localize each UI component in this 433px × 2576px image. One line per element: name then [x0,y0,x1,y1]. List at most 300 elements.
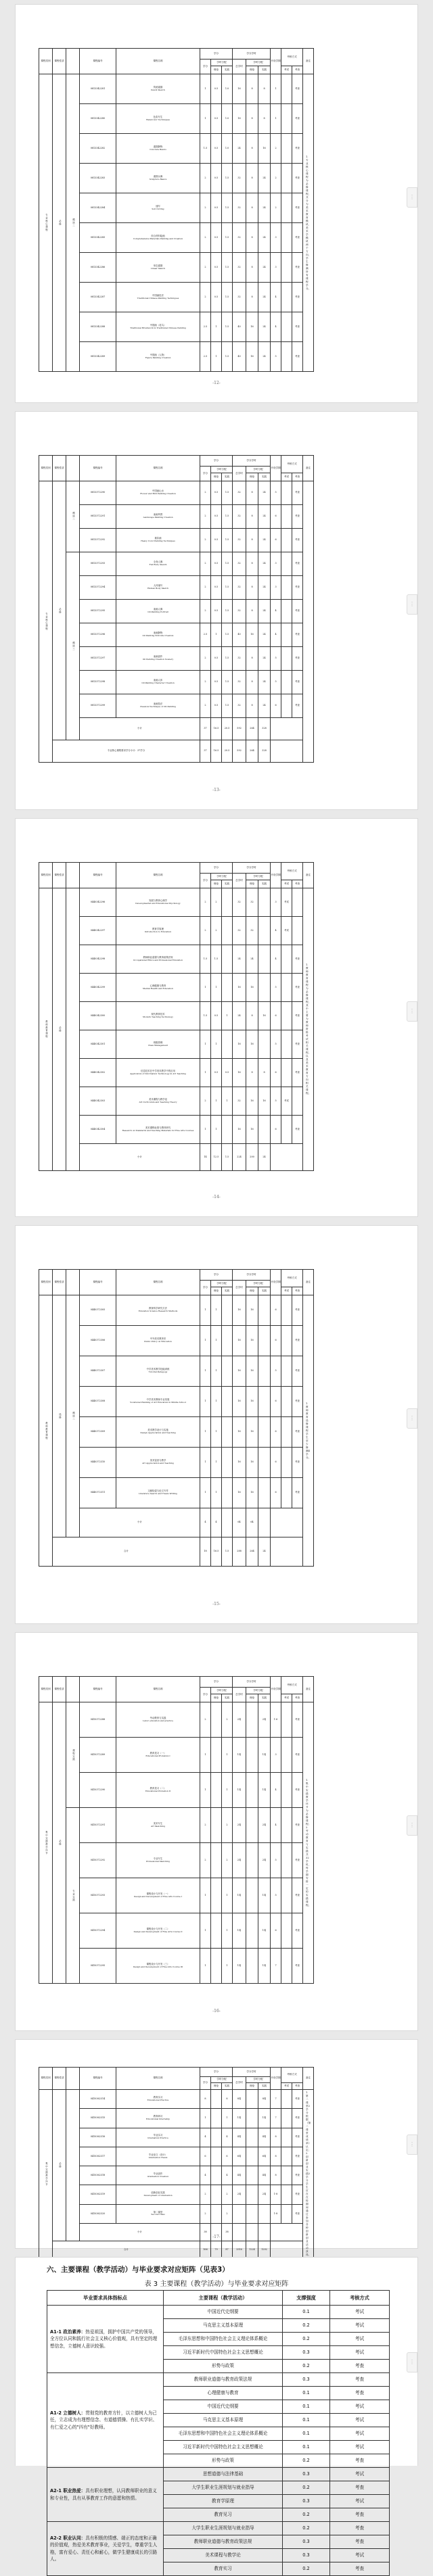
cell-s: 3 [271,576,281,600]
category-cell: 集中实践教学环节 [39,2090,53,2259]
cell-p: 1.5 [222,505,233,529]
module-cell: 模块二 [66,74,80,372]
cell-k [292,1087,303,1116]
th-exam: 考试 [281,2083,292,2090]
note-cell: 1.第二课堂2学分根据《第二课堂成绩单》认定；2.创新创业实践2学分学生应在在校期间通过参加各种创新创业活动获得。 [303,2090,314,2259]
total-row-th: 264 [246,1537,258,1567]
course-name-zh: 美术写生 [153,1821,163,1825]
cell-pr: 4周 [258,2166,271,2185]
subtotal-row-t: 16.5 [211,718,222,740]
cell-p: 1.5 [222,552,233,576]
th-hours-group: 学分学时 [233,2068,271,2077]
total-row [39,2241,396,2259]
assessment-cell: 考试 [330,2549,390,2562]
th-type: 课程类别 [39,456,53,481]
th-code: 课程编号 [80,1270,116,1295]
cell-th: 16 [246,1387,258,1417]
table-row [39,283,396,312]
course-name-en: Educational Practice [147,2098,169,2101]
cell-s: 6 [271,1326,281,1356]
cell-s: 6 [271,1387,281,1417]
cell-c: 2 [200,1702,211,1738]
cell-h: 32 [233,223,246,253]
course-code: 0813372290 [80,481,116,505]
table-row [39,694,396,718]
cell-e [281,2185,292,2204]
cell-pr: 1周 [258,1878,271,1913]
course-code: 0410372289 [80,1738,116,1773]
th-practice-h: 实践 [258,66,271,74]
cell-c: 6 [200,2147,211,2166]
page-nav-tab[interactable]: ⋮ [407,2352,417,2372]
cell-e [281,694,292,718]
cell-t: 1 [211,1448,222,1478]
cell-s: 8 [271,2147,281,2166]
th-note: 备注 [303,2068,314,2090]
th-exam: 考试 [281,880,292,888]
cell-th [246,1878,258,1913]
cell-k: 考查 [292,1913,303,1949]
cell-c: 2 [200,552,211,576]
cell-h: 4周 [233,2128,246,2147]
th-module [66,456,80,481]
assessment-cell: 考查 [330,2360,390,2373]
total-row-h: 2516 [233,2241,246,2259]
table-row [39,1702,396,1738]
cell-th [246,1702,258,1738]
th-credit-total: 学分 [200,874,211,888]
table-row [39,529,396,552]
cell-k: 考查 [292,1702,303,1738]
strength-cell: 0.3 [283,2373,330,2387]
cell-pr [258,1417,271,1448]
cell-c: 1 [200,1913,211,1949]
cell-c: 1 [200,1059,211,1087]
th-assess: 考核方式 [281,456,303,473]
course-code: 0813342286 [80,253,116,283]
nature-cell: 必修 [53,2090,66,2241]
cell-h: 16 [233,1448,246,1478]
course-name-zh: 色彩写生 [153,115,163,118]
th-assess: 考核方式 [281,863,303,880]
th-module [66,1677,80,1702]
subtotal-row-p [222,1508,233,1537]
cell-th: 16 [246,1116,258,1144]
page-15 [15,1225,418,1624]
table-row [39,1059,396,1087]
course-name [116,2090,200,2109]
cell-p [222,1326,233,1356]
module-cell: 模块二 [66,481,80,552]
th-note: 备注 [303,863,314,888]
assessment-cell: 考试 [330,2400,390,2414]
cell-t [211,1878,222,1913]
th-module [66,49,80,74]
course-table-p15 [39,1269,396,1567]
cell-c: 1 [200,1295,211,1326]
course-name [116,74,200,104]
course-name-zh: 中国画（花鸟） [150,323,166,327]
cell-s: 1-8 [271,2185,281,2204]
page-nav-tab[interactable]: ⋮ [407,1408,417,1429]
page-nav-tab[interactable]: ⋮ [407,2134,417,2155]
assessment-cell: 考查 [330,2387,390,2400]
cell-c: 2 [200,1808,211,1843]
th-theory-h: 理论 [246,66,258,74]
cell-s: 4 [271,312,281,342]
th-note: 备注 [303,49,314,74]
cell-s: 4 [271,623,281,647]
table-row [39,1002,396,1030]
th-practice: 实践 [222,1694,233,1702]
cell-h: 16 [233,1387,246,1417]
cell-pr: 24 [258,312,271,342]
module-cell: 课程实践 [66,1702,80,1808]
cell-p: 1.5 [222,164,233,193]
page-13 [15,411,418,810]
cell-e [281,342,292,372]
requirement-cell [47,2373,164,2468]
total-row-h: 288 [233,1537,246,1567]
table-row [39,1116,396,1144]
cell-s: 5 [271,1356,281,1387]
course-name-en: Traditional Brushwork in Traditional Chinese Painting [130,326,186,329]
cell-h: 32 [233,552,246,576]
course-code: 0410372292 [80,1843,116,1878]
cell-e [281,2109,292,2128]
cell-p: 1.5 [222,312,233,342]
strength-cell: 0.2 [283,2481,330,2495]
cell-t: 0.5 [211,600,222,623]
cell-k: 考查 [292,1326,303,1356]
category-total-row-pr: 328 [258,740,271,763]
subtotal-row-label: 小计 [80,1508,200,1537]
strength-cell: 0.1 [283,2400,330,2414]
course-table-p13 [39,455,396,763]
course-name [116,2128,200,2147]
cell-k: 考查 [292,342,303,372]
course-cell: 毛泽东思想和中国特色社会主义理论体系概论 [164,2427,283,2441]
cell-pr: 6周 [258,2147,271,2166]
strength-cell: 0.3 [283,2549,330,2562]
cell-c: 4 [200,2166,211,2185]
th-theory-h: 理论 [246,2083,258,2090]
cell-h: 16 [233,1417,246,1448]
th-practice: 实践 [222,66,233,74]
th-hours-split: 学时分配 [246,467,271,473]
course-name-zh: 速写 [156,204,160,208]
course-cell: 大学生职业生涯规划与就业指导 [164,2522,283,2535]
course-name-en: Developmental and Educational Psychology [135,901,181,905]
cell-t: 1 [211,342,222,372]
cell-k: 考查 [292,1478,303,1508]
course-name [116,1295,200,1326]
cell-e: 考试 [281,917,292,945]
category-cell: 专业核心课程 [39,481,53,763]
total-row-th: 1224 [246,2241,258,2259]
th-note: 备注 [303,1270,314,1295]
course-name-zh: 毕业创作 [153,2172,163,2176]
cell-pr: 24 [258,164,271,193]
course-name [116,2147,200,2166]
th-practice-h: 实践 [258,473,271,481]
nature-cell: 必修 [53,481,66,740]
cell-t: 0.5 [211,104,222,134]
cell-h: 16 [233,1030,246,1059]
th-credit-total: 学分 [200,2077,211,2090]
course-code: 0410362316 [80,2128,116,2147]
cell-k: 考查 [292,253,303,283]
course-name-zh: 文献检索与论文写作 [147,1489,168,1493]
course-name [116,1843,200,1878]
cell-t: 1 [211,623,222,647]
cell-c: 2 [200,671,211,694]
cell-p [222,888,233,917]
cell-c: 1 [200,1326,211,1356]
cell-pr: 24 [258,623,271,647]
cell-e [281,2090,292,2109]
cell-e [281,1773,292,1808]
cell-c: 2 [200,283,211,312]
cell-th [246,1843,258,1878]
course-name-en: Design Appreciation and Teaching [140,1431,176,1434]
course-code: 0440372308 [80,1387,116,1417]
cell-c: 2 [200,888,211,917]
cell-th: 8 [246,164,258,193]
course-name [116,223,200,253]
cell-s: 5 [271,671,281,694]
cell-k: 考查 [292,974,303,1002]
table-row [39,2109,396,2128]
cell-k: 考查 [292,1878,303,1913]
cell-k: 考查 [292,223,303,253]
th-assess: 考核方式 [281,2068,303,2083]
cell-s: 6 [271,1913,281,1949]
course-name-zh: 中外美术教育史 [150,1337,166,1341]
course-code: 0813342289 [80,342,116,372]
cell-th: 16 [246,342,258,372]
th-practice: 实践 [222,473,233,481]
course-name-en: Educational Probation I [145,1754,170,1757]
cell-c: 2 [200,917,211,945]
th-theory: 理论 [211,473,222,481]
cell-k: 考查 [292,1417,303,1448]
cell-c: 1 [200,1738,211,1773]
cell-s: 5 [271,481,281,505]
page-nav-tab[interactable]: ⋮ [407,187,417,208]
course-name [116,647,200,671]
requirement-body: 具有职业理想，认同教师职业的意义和专业性，具有从事教育工作的意愿和热情。 [50,2488,157,2501]
cell-s: 6 [271,1002,281,1030]
course-name-en: Graduation Thesis [148,2155,168,2159]
cell-p [222,1448,233,1478]
cell-k: 考查 [292,2147,303,2166]
strength-cell: 0.1 [283,2427,330,2441]
cell-pr [258,2204,271,2223]
cell-c: 1 [200,1448,211,1478]
cell-s: 1 [271,74,281,104]
cell-p: 1 [222,1913,233,1949]
course-name-en: Landscape Painting Creation [143,516,173,519]
page-number: -12- [212,381,221,385]
course-code: 0813342285 [80,223,116,253]
course-name-en: Sculpture Basics [149,177,167,181]
subtotal-row [39,718,396,740]
table-row [39,2185,396,2204]
assessment-cell: 考试 [330,2495,390,2508]
th-semester: 开设学期 [271,49,281,74]
course-name-en: Literature Search and Thesis Writing [139,1492,177,1495]
cell-c: 1.5 [200,134,211,164]
table-row [39,1949,396,1984]
course-name-en: Figure Painting Creation [145,356,171,359]
cell-p [222,1387,233,1417]
course-name-zh: 教育见习（二） [150,1786,166,1790]
assessment-cell: 考试 [330,2333,390,2346]
cell-t: 0.5 [211,193,222,223]
assessment-cell: 考查 [330,2373,390,2387]
cell-h: 32 [233,481,246,505]
cell-k: 考查 [292,505,303,529]
th-theory: 理论 [211,1694,222,1702]
cell-p: 1 [222,2109,233,2128]
course-name-zh: 油画静物 [153,631,163,635]
cell-t: 0.5 [211,529,222,552]
cell-pr: 24 [258,576,271,600]
course-name-zh: 油画风景 [153,513,163,517]
cell-pr [258,1356,271,1387]
cell-t: 0.5 [211,253,222,283]
course-name-zh: 信息技术在中学美术教学中的应用 [141,1069,175,1072]
cell-th: 16 [246,1356,258,1387]
page-18 [15,2257,418,2571]
course-name-zh: 课程设计与开发（二） [146,1927,170,1930]
page-16 [15,1632,418,2031]
cell-t [211,2185,222,2204]
cell-t: 1 [211,1087,222,1116]
th-credit-split: 学时分配 [211,874,233,880]
cell-c: 2 [200,576,211,600]
cell-h: 16 [233,1356,246,1387]
course-name [116,164,200,193]
note-cell: 1.教师教育课程为必修课程，其中主要为教师资格考试相关课程，以及美术教育方向相关课程。 [303,888,314,1171]
course-name [116,1002,200,1030]
cell-p: 1.5 [222,694,233,718]
cell-th: 16 [246,1448,258,1478]
th-nature: 课程性质 [53,1270,66,1295]
page-number: -13- [212,788,221,792]
cell-h: 1周 [233,1949,246,1984]
course-name-zh: 教育学原理 [152,927,164,930]
cell-k: 考查 [292,164,303,193]
course-name [116,1913,200,1949]
cell-s: 6 [271,1478,281,1508]
course-name-zh: 综合材料绘画 [151,234,165,237]
cell-t [211,2204,222,2223]
cell-p: 1 [222,1002,233,1030]
cell-c: 1 [200,1773,211,1808]
cell-k: 考查 [292,1843,303,1878]
th-practice-h: 实践 [258,1694,271,1702]
strength-cell: 0.1 [283,2414,330,2427]
cell-e [281,529,292,552]
cell-th: 8 [246,694,258,718]
course-cell: 中国近代史纲要 [164,2306,283,2319]
cell-s: 6 [271,1417,281,1448]
cell-e [281,481,292,505]
cell-h: 32 [233,917,246,945]
course-code: 0813372296 [80,623,116,647]
cell-th: 24 [246,945,258,974]
course-name [116,2185,200,2204]
cell-c: 1 [200,104,211,134]
requirement-title: A2-2 职业认同： [50,2535,86,2541]
th-credit-split: 学时分配 [211,467,233,473]
category-cell: 教师教育课程 [39,1295,53,1567]
page-nav-tab[interactable]: ⋮ [407,594,417,615]
cell-pr [258,1387,271,1417]
cell-th: 16 [246,1295,258,1326]
cell-e [281,253,292,283]
page-number: -17- [212,2235,221,2239]
course-code: 0813342287 [80,283,116,312]
th-theory: 理论 [211,880,222,888]
cell-e [281,2166,292,2185]
note-cell: 1.教师教育选修课程学生至少修满4学分。 [303,1295,314,1567]
cell-s: 1-6 [271,1702,281,1738]
cell-p: 2 [222,2204,233,2223]
course-name [116,1773,200,1808]
cell-pr [258,974,271,1002]
category-total-row-empty [271,740,303,763]
strength-cell: 0.1 [283,2387,330,2400]
page-nav-tab[interactable]: ⋮ [407,1815,417,1836]
cell-c: 2 [200,694,211,718]
course-code: 0813342280 [80,104,116,134]
cell-p: 0.5 [222,1059,233,1087]
course-name [116,1417,200,1448]
cell-th: 16 [246,1087,258,1116]
course-name [116,104,200,134]
cell-p: 2 [222,2185,233,2204]
cell-t: 1 [211,1478,222,1508]
cell-c: 2 [200,253,211,283]
course-name [116,600,200,623]
cell-p: 1.0 [222,104,233,134]
page-nav-tab[interactable]: ⋮ [407,1001,417,1022]
category-total-row-th: 264 [246,740,258,763]
th-hours-group: 学分学时 [233,456,271,467]
cell-p: 1.0 [222,74,233,104]
course-code: 0410362317 [80,2147,116,2166]
cell-c: 2 [200,647,211,671]
cell-e [281,74,292,104]
th-semester: 开设学期 [271,863,281,888]
cell-t: 1 [211,312,222,342]
page-12 [15,4,418,403]
cell-k: 考查 [292,2185,303,2204]
cell-s: 2 [271,134,281,164]
course-code: 0813372292 [80,529,116,552]
table-row [39,1478,396,1508]
cell-p: 2 [222,1808,233,1843]
cell-c: 1 [200,1417,211,1448]
course-name [116,2109,200,2128]
cell-t: 0.5 [211,576,222,600]
cell-s: 1-8 [271,2204,281,2223]
table-row [39,1878,396,1913]
th-credit-group: 学分 [200,863,233,874]
